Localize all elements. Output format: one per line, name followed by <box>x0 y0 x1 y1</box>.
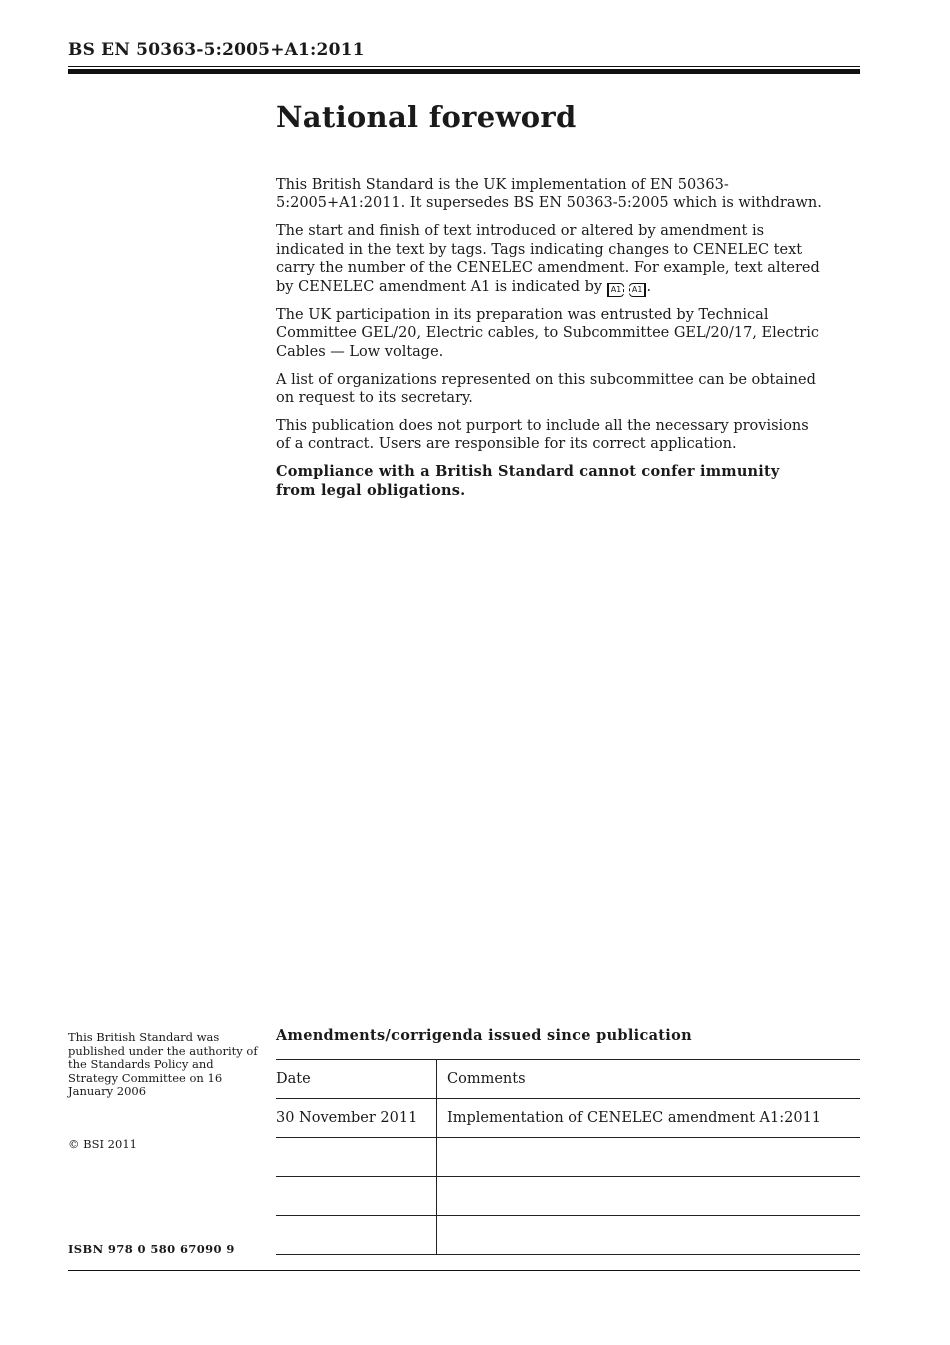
table-row <box>276 1138 860 1177</box>
amendment-comment <box>437 1177 861 1216</box>
footer-rule <box>68 1270 860 1271</box>
isbn: ISBN 978 0 580 67090 9 <box>68 1242 235 1256</box>
page-title: National foreword <box>276 100 577 134</box>
table-row <box>276 1177 860 1216</box>
amendment-date <box>276 1177 437 1216</box>
header-rule-thick <box>68 69 860 74</box>
table-row <box>276 1216 860 1255</box>
foreword-body <box>276 176 824 510</box>
paragraph-contract: This publication does not purport to include all the necessary provisions of a contract. Users are responsible for its correct application. <box>276 418 809 453</box>
tag-trailing-period: . <box>646 278 652 295</box>
amendment-open-tag-icon: A1 <box>607 283 625 297</box>
paragraph-compliance: Compliance with a British Standard cannot confer immunity from legal obligations. <box>276 463 780 499</box>
standard-code: BS EN 50363-5:2005+A1:2011 <box>68 40 365 60</box>
amendment-date <box>276 1138 437 1177</box>
amendment-close-tag-icon: A1 <box>629 283 647 297</box>
amendment-date <box>276 1216 437 1255</box>
table-row <box>276 1099 860 1138</box>
amendment-comment <box>437 1138 861 1177</box>
amendment-comment: Implementation of CENELEC amendment A1:2011 <box>437 1099 861 1138</box>
amendment-date: 30 November 2011 <box>276 1099 437 1138</box>
amendment-comment <box>437 1216 861 1255</box>
paragraph-participation: The UK participation in its preparation was entrusted by Technical Committee GEL/20, Electric cables, to Subcommittee GEL/20/17, Electric Cables — Low voltage. <box>276 307 819 360</box>
amendments-table <box>276 1059 860 1255</box>
paragraph-implementation: This British Standard is the UK implementation of EN 50363-5:2005+A1:2011. It supersedes BS EN 50363-5:2005 which is withdrawn. <box>276 177 822 212</box>
header-rule-thin <box>68 66 860 67</box>
paragraph-organizations: A list of organizations represented on this subcommittee can be obtained on request to its secretary. <box>276 371 816 407</box>
amendments-title: Amendments/corrigenda issued since publication <box>276 1027 692 1044</box>
publication-note: This British Standard was published under the authority of the Standards Policy and Strategy Committee on 16 January 2006 <box>68 1030 258 1099</box>
amendments-header-row <box>276 1060 860 1099</box>
comments-column-header: Comments <box>437 1060 861 1099</box>
paragraph-amendment-tags <box>276 222 824 296</box>
paragraph-amendment-tags-text: The start and finish of text introduced or altered by amendment is indicated in the text by tags. Tags indicating changes to CENELEC text carry the number of the CENELEC amendment. For example, text altered by CENELEC amendment A1 is indicated by <box>276 223 820 295</box>
date-column-header: Date <box>276 1060 437 1099</box>
copyright-notice: © BSI 2011 <box>68 1137 137 1151</box>
